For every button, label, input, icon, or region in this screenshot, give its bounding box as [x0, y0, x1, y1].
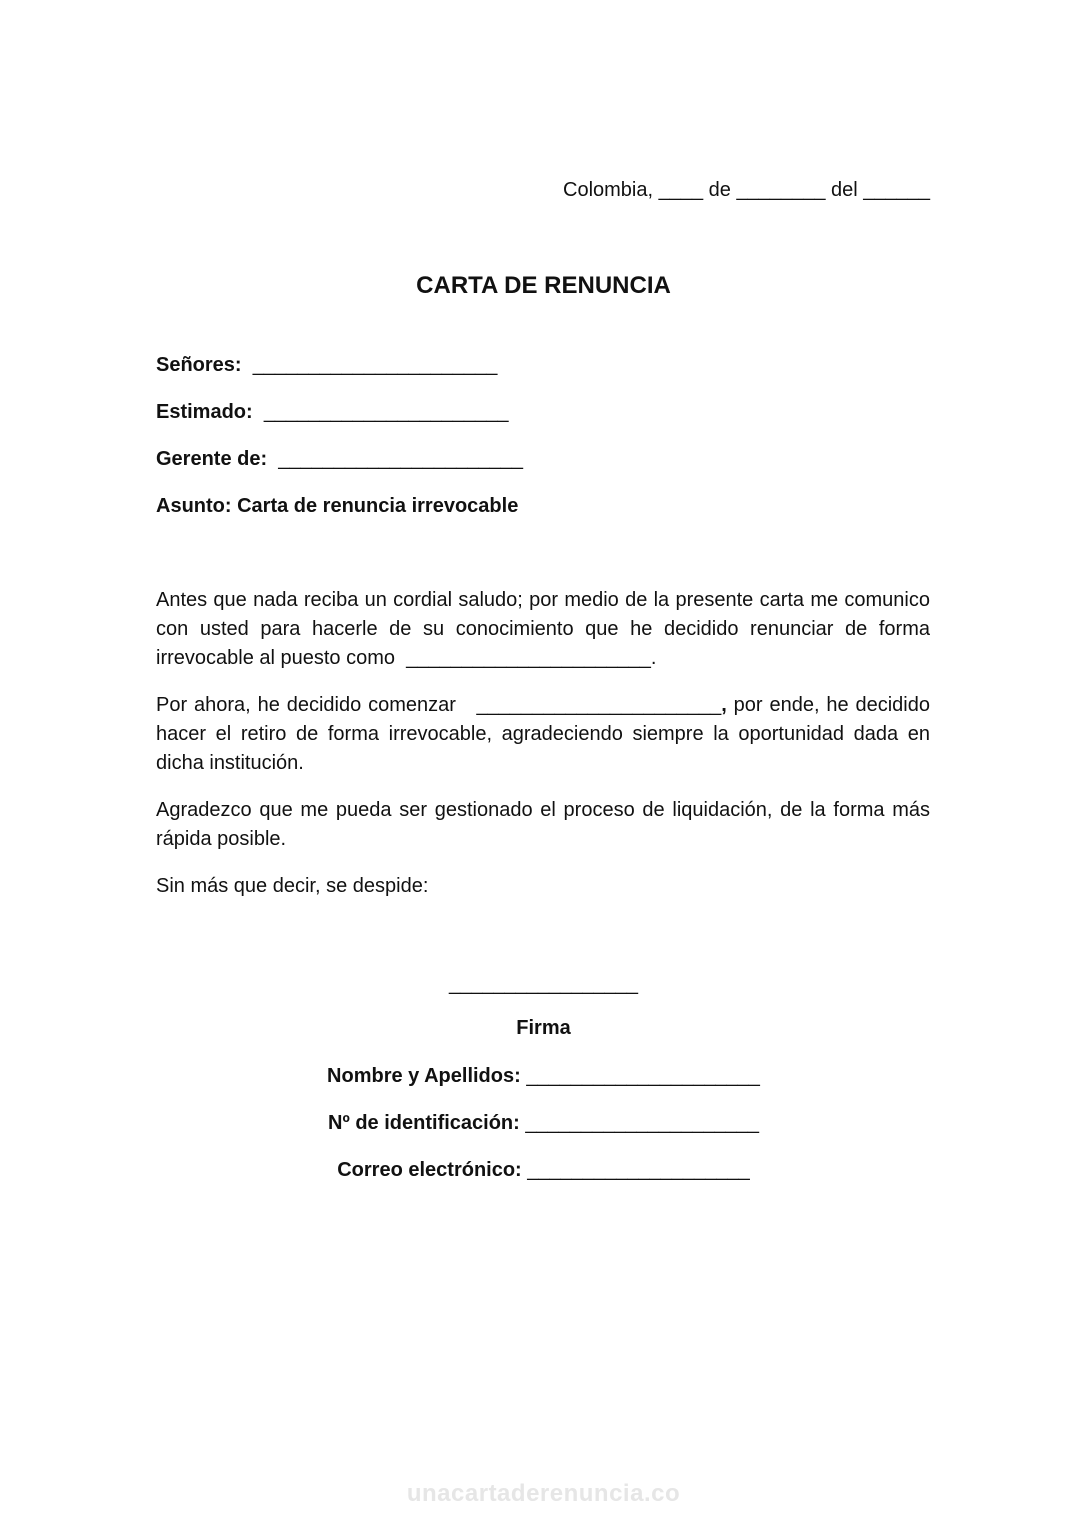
- paragraph-2: [156, 691, 930, 778]
- correo-field: [0, 1156, 1087, 1184]
- paragraph-1: [156, 586, 930, 673]
- paragraph-2-comma: ,: [721, 694, 727, 716]
- gerente-field: [156, 445, 523, 473]
- estimado-field: [156, 398, 509, 426]
- signature-label: Firma: [516, 1017, 571, 1039]
- paragraph-3: Agradezco que me pueda ser gestionado el proceso de liquidación, de la forma más rápida posible.: [156, 799, 930, 850]
- correo-label: Correo electrónico:: [337, 1159, 522, 1181]
- signature-line: _________________: [448, 973, 639, 995]
- gerente-label: Gerente de:: [156, 448, 268, 470]
- identificacion-field: [0, 1109, 1087, 1137]
- date-line: Colombia, ____ de ________ del ______: [563, 179, 930, 201]
- nombre-field: [0, 1062, 1087, 1090]
- watermark: unacartaderenuncia.co: [406, 1480, 681, 1507]
- paragraph-2-blank: ______________________: [476, 694, 722, 716]
- letter-title: CARTA DE RENUNCIA: [416, 272, 671, 299]
- identificacion-blank: _____________________: [525, 1112, 759, 1134]
- estimado-blank: ______________________: [263, 401, 509, 423]
- senores-blank: ______________________: [252, 354, 498, 376]
- senores-field: [156, 351, 497, 379]
- nombre-blank: _____________________: [526, 1065, 760, 1087]
- paragraph-1-text: Antes que nada reciba un cordial saludo; por medio de la presente carta me comunico con usted para hacerle de su conocimiento que he decidido renunciar de forma irrevocable al puesto como: [156, 589, 930, 669]
- paragraph-2-start: Por ahora, he decidido comenzar: [156, 694, 456, 716]
- correo-blank: ____________________: [527, 1159, 750, 1181]
- identificacion-label: Nº de identificación:: [328, 1112, 520, 1134]
- paragraph-4: Sin más que decir, se despide:: [156, 875, 429, 897]
- paragraph-1-blank: ______________________.: [406, 647, 657, 669]
- asunto-line: Asunto: Carta de renuncia irrevocable: [156, 495, 519, 517]
- paragraph-2-end: por ende, he decidido hacer el retiro de forma irrevocable, agradeciendo siempre la oportunidad dada en dicha institución.: [156, 694, 930, 774]
- gerente-blank: ______________________: [278, 448, 523, 470]
- estimado-label: Estimado:: [156, 401, 253, 423]
- nombre-label: Nombre y Apellidos:: [327, 1065, 521, 1087]
- senores-label: Señores:: [156, 354, 242, 376]
